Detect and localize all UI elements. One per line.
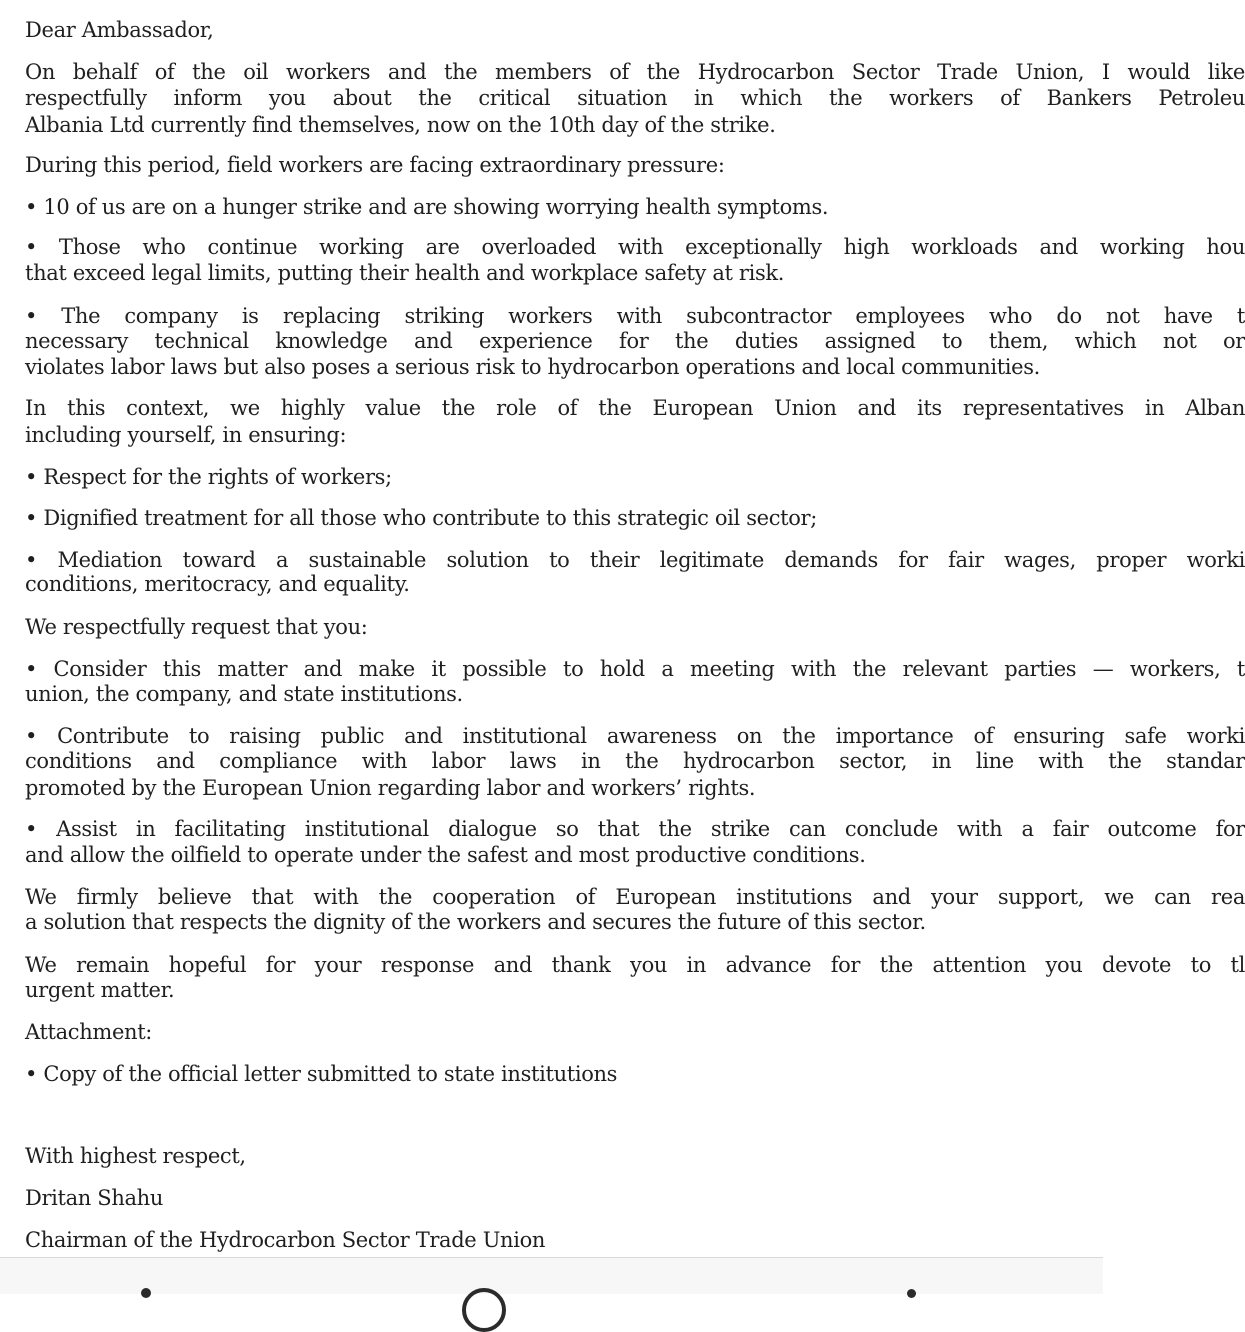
request-item-2-line-1: • Contribute to raising public and institutional awareness on the importance of ensuring safe worki xyxy=(25,724,1245,748)
paragraph-3-line-2: including yourself, in ensuring: xyxy=(25,423,347,447)
paragraph-1-line-2: respectfully inform you about the critical situation in which the workers of Bankers Petroleu xyxy=(25,86,1245,110)
paragraph-6-line-1: We remain hopeful for your response and thank you in advance for the attention you devote to tl xyxy=(25,953,1245,977)
attachment-item: • Copy of the official letter submitted to state institutions xyxy=(25,1062,618,1086)
closing: With highest respect, xyxy=(25,1144,246,1168)
request-item-2-line-3: promoted by the European Union regarding labor and workers’ rights. xyxy=(25,776,756,800)
paragraph-5-line-1: We firmly believe that with the cooperation of European institutions and your support, we can rea xyxy=(25,885,1245,909)
pressure-item-2-line-1: • Those who continue working are overloaded with exceptionally high workloads and working hou xyxy=(25,235,1245,259)
attachment-label: Attachment: xyxy=(25,1020,153,1044)
pressure-item-3-line-3: violates labor laws but also poses a serious risk to hydrocarbon operations and local communities. xyxy=(25,355,1040,379)
pressure-item-1: • 10 of us are on a hunger strike and are showing worrying health symptoms. xyxy=(25,195,829,219)
request-item-3-line-2: and allow the oilfield to operate under the safest and most productive conditions. xyxy=(25,843,866,867)
ensuring-item-2: • Dignified treatment for all those who contribute to this strategic oil sector; xyxy=(25,506,817,530)
toolbar-small-dot-icon[interactable] xyxy=(905,1278,919,1294)
paragraph-1-line-1: On behalf of the oil workers and the members of the Hydrocarbon Sector Trade Union, I would like xyxy=(25,60,1245,84)
paragraph-4: We respectfully request that you: xyxy=(25,615,368,639)
greeting: Dear Ambassador, xyxy=(25,18,214,42)
toolbar-dot-icon[interactable] xyxy=(138,1278,156,1294)
signer-title: Chairman of the Hydrocarbon Sector Trade Union xyxy=(25,1228,546,1252)
paragraph-2: During this period, field workers are facing extraordinary pressure: xyxy=(25,153,725,177)
toolbar-circle-icon[interactable] xyxy=(462,1278,512,1294)
request-item-3-line-1: • Assist in facilitating institutional dialogue so that the strike can conclude with a fair outcome for xyxy=(25,817,1245,841)
signer-name: Dritan Shahu xyxy=(25,1186,164,1210)
request-item-2-line-2: conditions and compliance with labor laws in the hydrocarbon sector, in line with the standar xyxy=(25,749,1245,773)
paragraph-1-line-3: Albania Ltd currently find themselves, now on the 10th day of the strike. xyxy=(25,113,776,137)
pressure-item-3-line-1: • The company is replacing striking workers with subcontractor employees who do not have t xyxy=(25,304,1245,328)
paragraph-6-line-2: urgent matter. xyxy=(25,978,175,1002)
ensuring-item-3-line-1: • Mediation toward a sustainable solution to their legitimate demands for fair wages, proper worki xyxy=(25,548,1245,572)
pressure-item-2-line-2: that exceed legal limits, putting their health and workplace safety at risk. xyxy=(25,261,785,285)
paragraph-3-line-1: In this context, we highly value the role of the European Union and its representatives in Alban xyxy=(25,396,1245,420)
pressure-item-3-line-2: necessary technical knowledge and experience for the duties assigned to them, which not or xyxy=(25,329,1245,353)
ensuring-item-1: • Respect for the rights of workers; xyxy=(25,465,392,489)
ensuring-item-3-line-2: conditions, meritocracy, and equality. xyxy=(25,572,410,596)
paragraph-5-line-2: a solution that respects the dignity of the workers and secures the future of this sector. xyxy=(25,910,926,934)
bottom-toolbar xyxy=(0,1257,1103,1294)
request-item-1-line-1: • Consider this matter and make it possible to hold a meeting with the relevant parties — workers, t xyxy=(25,657,1245,681)
request-item-1-line-2: union, the company, and state institutions. xyxy=(25,682,463,706)
